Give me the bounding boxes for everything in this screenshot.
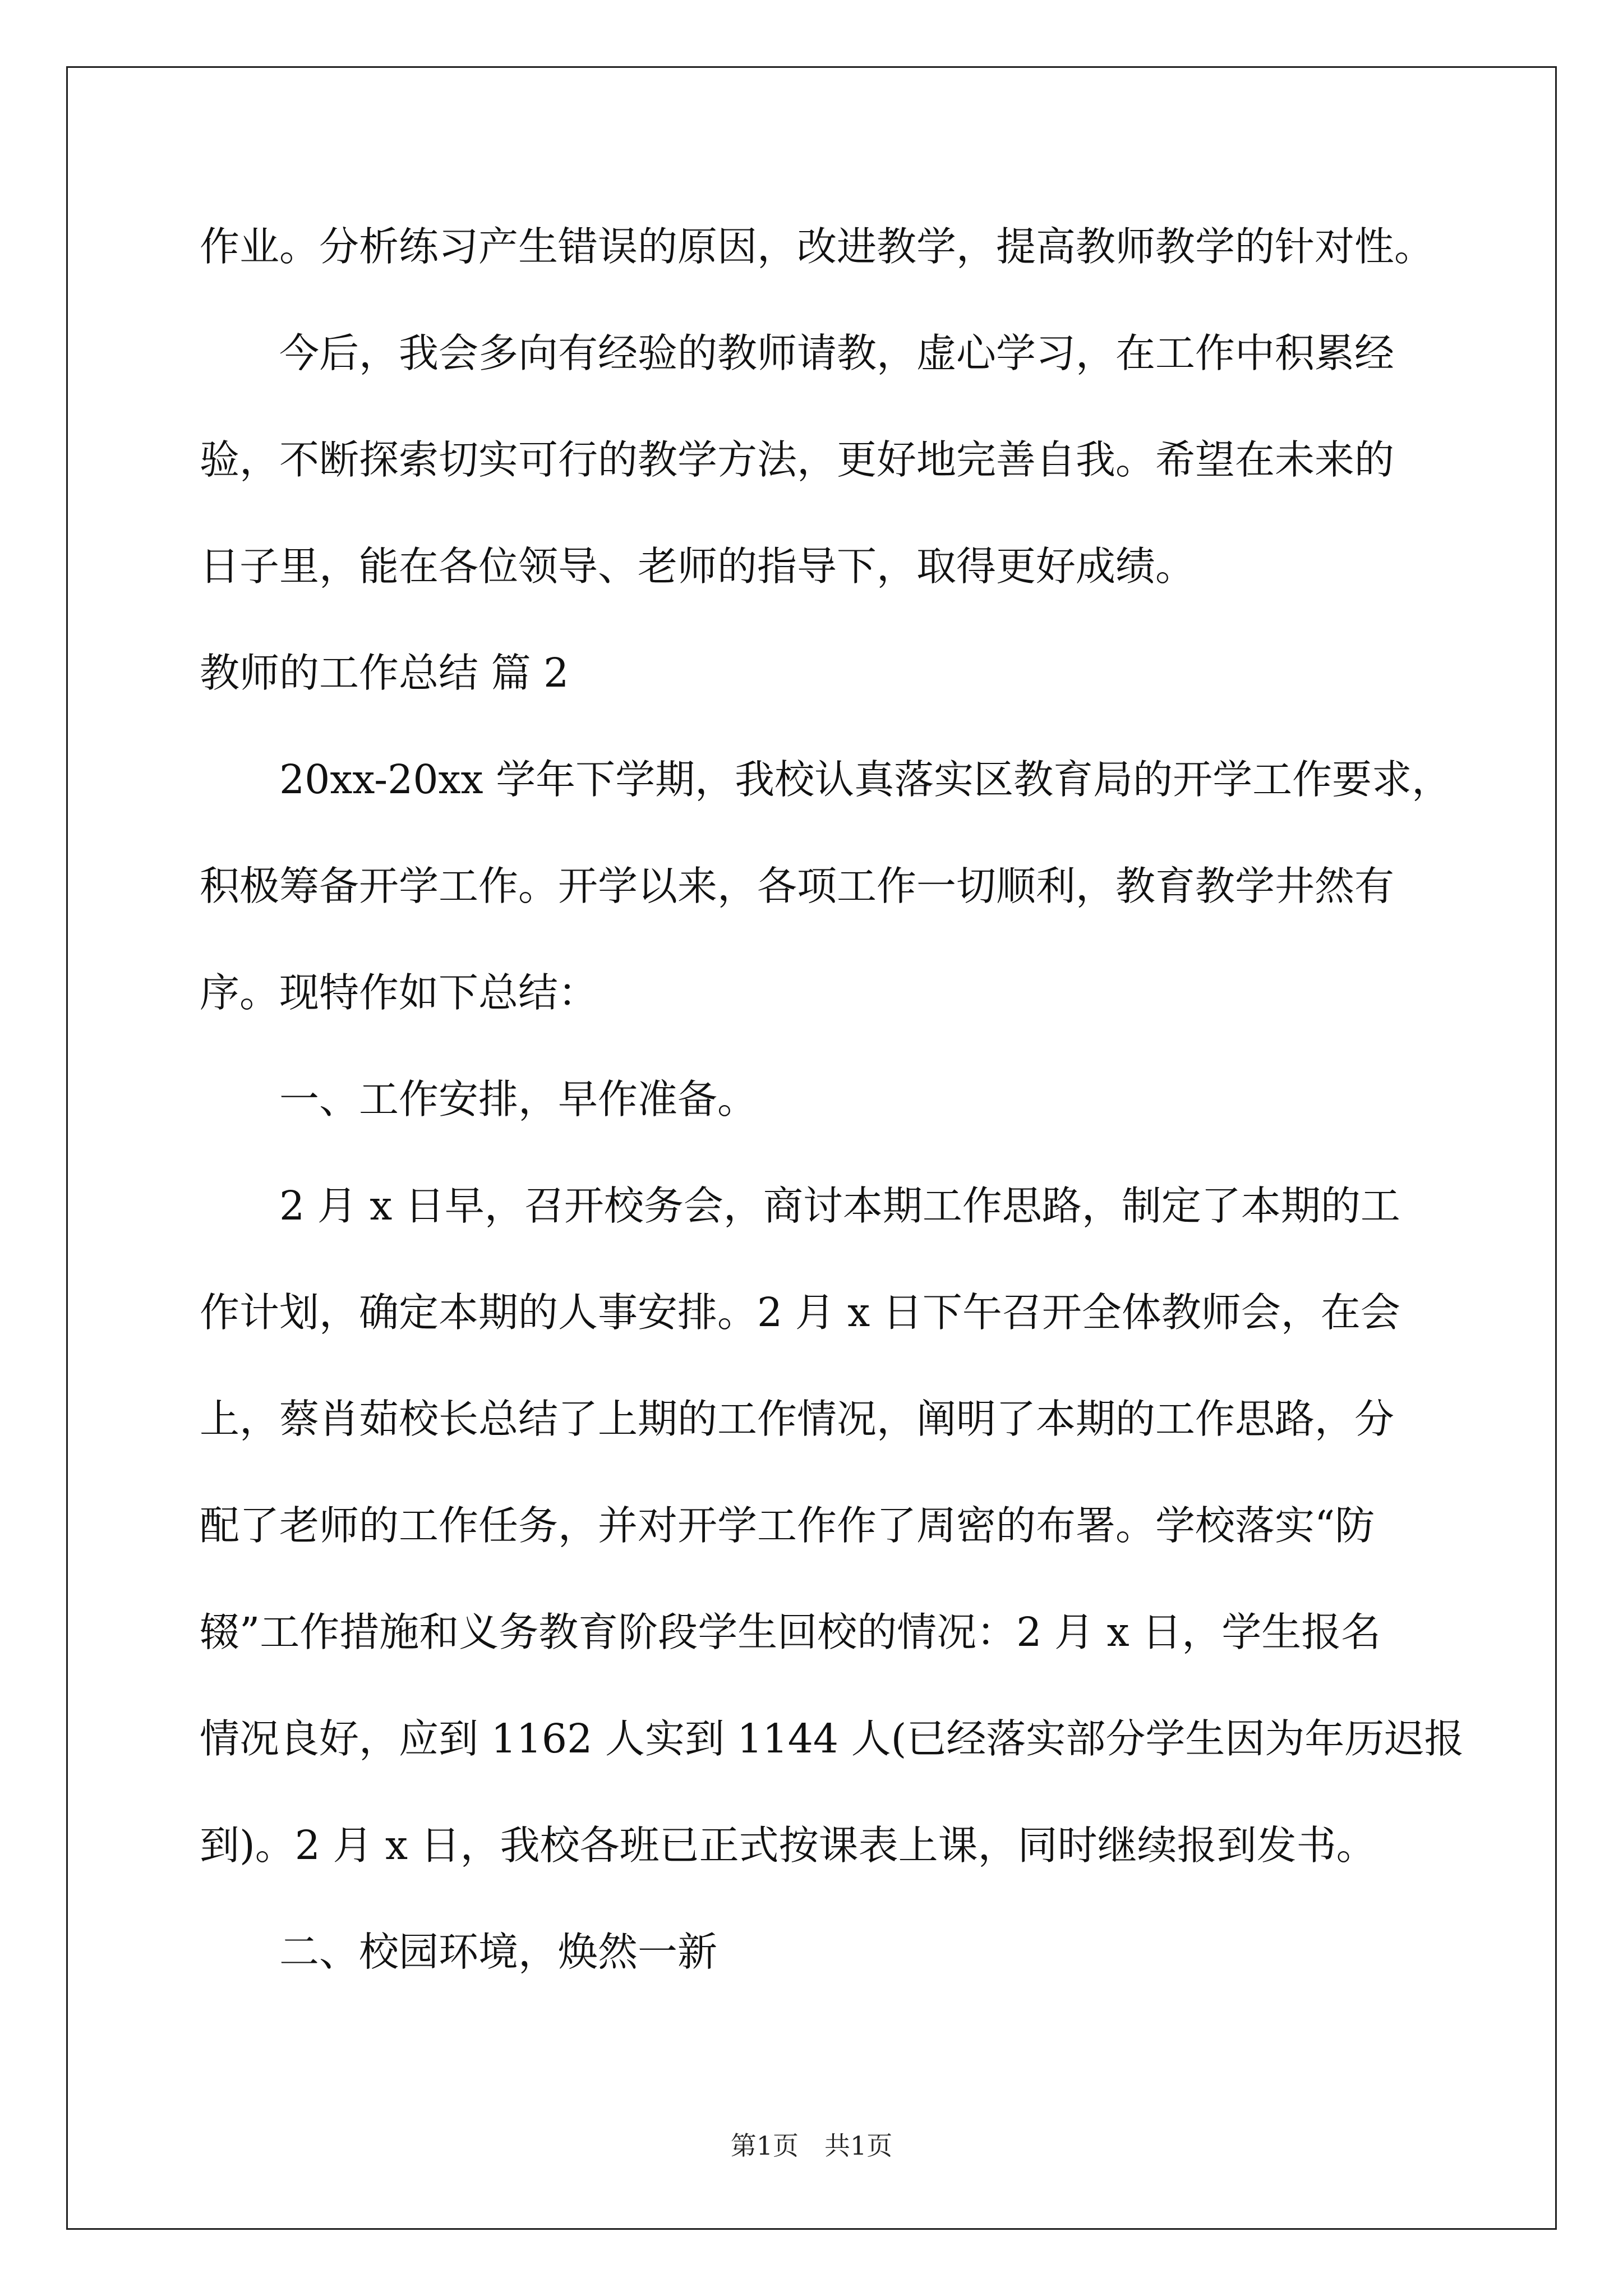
subheading: 二、校园环境，焕然一新 [279, 1929, 718, 1975]
text-line: 序。现特作如下总结： [200, 969, 598, 1016]
text-line: 20xx-20xx 学年下学期，我校认真落实区教育局的开学工作要求， [279, 756, 1452, 803]
text-line: 上，蔡肖茹校长总结了上期的工作情况，阐明了本期的工作思路，分 [200, 1396, 1395, 1442]
text-line: 配了老师的工作任务，并对开学工作作了周密的布署。学校落实“防 [200, 1502, 1375, 1549]
text-line: 辍”工作措施和义务教育阶段学生回校的情况：2 月 x 日，学生报名 [200, 1609, 1381, 1655]
text-line: 积极筹备开学工作。开学以来，各项工作一切顺利，教育教学井然有 [200, 863, 1395, 909]
text-line: 到)。2 月 x 日，我校各班已正式按课表上课，同时继续报到发书。 [200, 1822, 1376, 1869]
text-line: 作业。分析练习产生错误的原因，改进教学，提高教师教学的针对性。 [200, 223, 1435, 270]
section-heading: 教师的工作总结 篇 2 [200, 650, 569, 696]
text-line: 日子里，能在各位领导、老师的指导下，取得更好成绩。 [200, 543, 1196, 590]
page-border [66, 66, 1557, 2230]
text-line: 2 月 x 日早，召开校务会，商讨本期工作思路，制定了本期的工 [279, 1182, 1400, 1229]
page-footer: 第1页 共1页 [730, 2131, 893, 2161]
text-line: 今后，我会多向有经验的教师请教，虚心学习，在工作中积累经 [279, 330, 1395, 376]
text-line: 情况良好，应到 1162 人实到 1144 人(已经落实部分学生因为年历迟报 [200, 1715, 1464, 1762]
text-line: 作计划，确定本期的人事安排。2 月 x 日下午召开全体教师会，在会 [200, 1289, 1400, 1336]
text-line: 验，不断探索切实可行的教学方法，更好地完善自我。希望在未来的 [200, 436, 1395, 483]
subheading: 一、工作安排，早作准备。 [279, 1076, 758, 1122]
